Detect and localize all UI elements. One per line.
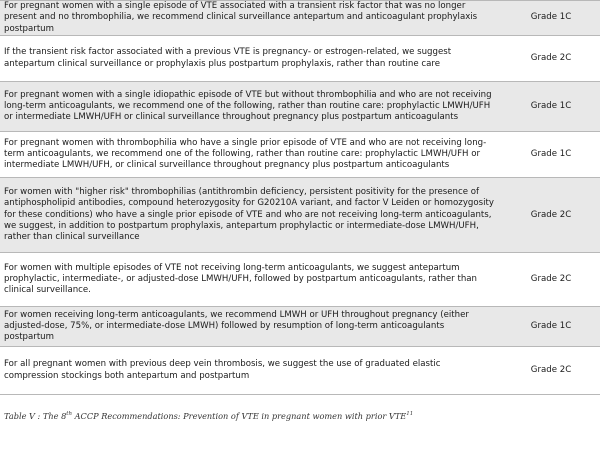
recommendation-text: For women receiving long-term anticoagulants, we recommend LMWH or UFH throughout pregnancy (either adjusted-dose, 75%, or intermediate-dose LMWH) followed by resumption of long-term anticoagulants postpartum (0, 307, 500, 347)
grade-value: Grade 2C (500, 36, 600, 82)
grade-value: Grade 2C (500, 178, 600, 253)
grade-value: Grade 2C (500, 253, 600, 307)
table-row (0, 132, 600, 178)
table-row (0, 178, 600, 253)
table-row (0, 253, 600, 307)
grade-value: Grade 1C (500, 132, 600, 178)
recommendation-text: For all pregnant women with previous deep vein thrombosis, we suggest the use of graduated elastic compression stockings both antepartum and postpartum (0, 347, 500, 395)
caption-superscript: th (66, 411, 73, 417)
recommendation-text: For pregnant women with a single episode of VTE associated with a transient risk factor that was no longer present and no thrombophilia, we recommend clinical surveillance antepartum and anticoagulant prophylaxis postpartum (0, 1, 500, 36)
recommendation-text: If the transient risk factor associated with a previous VTE is pregnancy- or estrogen-related, we suggest antepartum clinical surveillance or prophylaxis plus postpartum prophylaxis, rather than routine care (0, 36, 500, 82)
table-row (0, 1, 600, 36)
recommendation-text: For women with multiple episodes of VTE not receiving long-term anticoagulants, we suggest antepartum prophylactic, intermediate-, or adjusted-dose LMWH/UFH, followed by postpartum anticoagulants, rather than clinical surveillance. (0, 253, 500, 307)
table-row (0, 347, 600, 395)
table-row (0, 82, 600, 132)
table-row (0, 307, 600, 347)
grade-value: Grade 1C (500, 82, 600, 132)
grade-value: Grade 1C (500, 1, 600, 36)
recommendation-text: For pregnant women with thrombophilia who have a single prior episode of VTE and who are not receiving long-term anticoagulants, we recommend one of the following, rather than routine care: prophylactic LMWH/UFH or intermediate LMWH/UFH, or clinical surveillance throughout pregnancy plus postpartum anticoagulants (0, 132, 500, 178)
table-row (0, 36, 600, 82)
recommendation-text: For women with "higher risk" thrombophilias (antithrombin deficiency, persistent positivity for the presence of antiphospholipid antibodies, compound heterozygosity for G20210A variant, and factor V Leiden or homozygosity for these conditions) who have a single prior episode of VTE and who are not receiving long-term anticoagulants, we suggest, in addition to postpartum prophylaxis, antepartum prophylactic or intermediate-dose LMWH/UFH, rather than clinical surveillance (0, 178, 500, 253)
table-caption (4, 411, 413, 421)
caption-reference: 11 (406, 411, 414, 417)
grade-value: Grade 1C (500, 307, 600, 347)
grade-value: Grade 2C (500, 347, 600, 395)
recommendation-text: For pregnant women with a single idiopathic episode of VTE but without thrombophilia and who are not receiving long-term anticoagulants, we recommend one of the following, rather than routine care: prophylactic LMWH/UFH or intermediate LMWH/UFH or clinical surveillance throughout pregnancy plus postpartum anticoagulants (0, 82, 500, 132)
caption-prefix: Table V : The 8 (4, 411, 67, 421)
caption-title: ACCP Recommendations: Prevention of VTE in pregnant women with prior VTE (72, 411, 407, 421)
